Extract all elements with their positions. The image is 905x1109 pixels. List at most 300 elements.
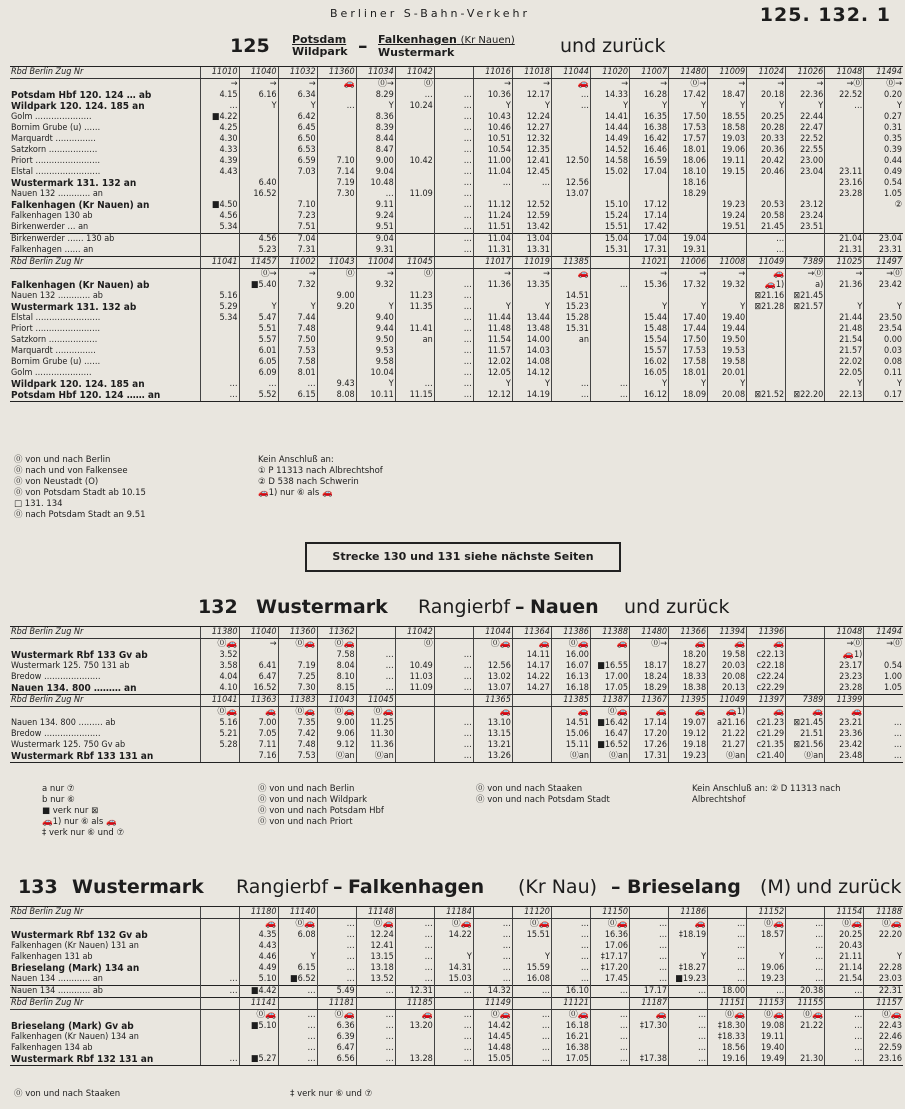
time-cell: 7.19 <box>278 661 317 672</box>
time-cell <box>200 1021 239 1032</box>
time-cell: 18.58 <box>708 123 747 134</box>
time-cell <box>239 123 278 134</box>
time-cell: 17.42 <box>669 90 708 101</box>
timetable-row <box>10 986 903 998</box>
station-name: Priort …………………… <box>11 156 101 166</box>
footnote: Kein Anschluß an: <box>258 455 334 465</box>
time-cell: 18.17 <box>630 661 669 672</box>
footnote: ⓪ von und nach Priort <box>258 817 353 827</box>
time-cell: … <box>434 145 473 156</box>
time-cell <box>512 998 551 1010</box>
station-name: Nauen 134. 800 ……… ab <box>11 718 116 728</box>
time-cell: … <box>630 963 669 974</box>
time-cell: 13.35 <box>512 280 551 291</box>
time-cell: 7.51 <box>278 222 317 234</box>
time-cell: 11024 <box>747 67 786 79</box>
time-cell: … <box>590 1054 629 1066</box>
route-origin-suffix: Rangierbf <box>236 876 329 898</box>
time-cell: c22.13 <box>747 650 786 661</box>
time-cell: 13.02 <box>473 672 512 683</box>
time-cell: Y <box>356 302 395 313</box>
time-cell: 10.51 <box>473 134 512 145</box>
time-cell <box>747 178 786 189</box>
time-cell <box>317 211 356 222</box>
time-cell: 21.36 <box>825 280 864 291</box>
timetable-row <box>10 751 903 763</box>
time-cell: 18.20 <box>669 650 708 661</box>
time-cell: 🚗 <box>747 639 786 651</box>
time-cell: ⓪an <box>708 751 747 763</box>
time-cell: 4.43 <box>239 941 278 952</box>
time-cell: 22.52 <box>786 134 825 145</box>
time-cell: … <box>825 1032 864 1043</box>
time-cell: … <box>590 280 629 291</box>
time-cell: 20.08 <box>708 672 747 683</box>
time-cell: 19.24 <box>708 211 747 222</box>
time-cell: ⓪🚗 <box>356 919 395 931</box>
time-cell <box>434 79 473 91</box>
time-cell: 11387 <box>590 695 629 707</box>
time-cell: 9.44 <box>356 324 395 335</box>
timetable-row <box>10 269 903 281</box>
station-name <box>10 1010 200 1022</box>
timetable-row <box>10 324 903 335</box>
timetable-row <box>10 1021 903 1032</box>
time-cell <box>278 941 317 952</box>
time-cell: 21.54 <box>825 335 864 346</box>
time-cell: 20.46 <box>747 167 786 178</box>
time-cell: 5.52 <box>239 390 278 402</box>
time-cell: Y <box>669 379 708 390</box>
time-cell: 12.12 <box>473 390 512 402</box>
time-cell: 16.18 <box>551 1021 590 1032</box>
time-cell: 19.16 <box>708 1054 747 1066</box>
time-cell: Y <box>669 101 708 112</box>
timetable-row <box>10 211 903 222</box>
time-cell: 18.38 <box>669 683 708 695</box>
time-cell: 16.46 <box>630 145 669 156</box>
time-cell <box>551 123 590 134</box>
station-name: Rbd Berlin Zug Nr <box>10 695 200 707</box>
time-cell: 16.36 <box>590 930 629 941</box>
time-cell <box>395 707 434 719</box>
time-cell: … <box>356 661 395 672</box>
time-cell <box>590 368 629 379</box>
time-cell: 11366 <box>669 627 708 639</box>
time-cell: 23.31 <box>864 245 903 257</box>
time-cell: 20.33 <box>747 134 786 145</box>
time-cell: ⓪🚗 <box>317 1010 356 1022</box>
time-cell: ⓪🚗 <box>747 1010 786 1022</box>
time-cell <box>786 639 825 651</box>
time-cell: Y <box>512 101 551 112</box>
time-cell: 19.03 <box>708 134 747 145</box>
time-cell: 22.46 <box>864 1032 903 1043</box>
time-cell: … <box>317 919 356 931</box>
time-cell: 13.04 <box>512 234 551 246</box>
time-cell: ■16.52 <box>590 740 629 751</box>
time-cell: 11380 <box>200 627 239 639</box>
time-cell: an <box>551 335 590 346</box>
time-cell <box>864 222 903 234</box>
time-cell: 0.03 <box>864 346 903 357</box>
time-cell: 5.10 <box>239 974 278 986</box>
time-cell: … <box>356 189 395 200</box>
time-cell: ⊠21.52 <box>747 390 786 402</box>
time-cell: 6.39 <box>317 1032 356 1043</box>
footnote: ⓪ von und nach Staaken <box>14 1089 121 1099</box>
time-cell <box>434 707 473 719</box>
time-cell: 23.28 <box>825 683 864 695</box>
time-cell: 12.24 <box>512 112 551 123</box>
time-cell: 5.21 <box>200 729 239 740</box>
time-cell <box>551 134 590 145</box>
time-cell: … <box>473 930 512 941</box>
time-cell <box>434 998 473 1010</box>
time-cell <box>239 211 278 222</box>
train-number-row <box>10 67 903 79</box>
time-cell: ⊠22.20 <box>786 390 825 402</box>
timetable-row <box>10 952 903 963</box>
time-cell: 11040 <box>239 627 278 639</box>
time-cell: ‡18.27 <box>669 963 708 974</box>
time-cell: 22.05 <box>825 368 864 379</box>
time-cell: … <box>278 1021 317 1032</box>
route-destination: Brieselang <box>627 876 741 898</box>
time-cell: 8.39 <box>356 123 395 134</box>
time-cell: 🚗 <box>630 1010 669 1022</box>
time-cell <box>200 357 239 368</box>
notes-132-a <box>42 784 124 839</box>
time-cell: … <box>512 1043 551 1054</box>
route-suffix: und zurück <box>624 596 730 618</box>
time-cell: 19.11 <box>747 1032 786 1043</box>
time-cell <box>786 234 825 246</box>
time-cell: 21.54 <box>825 974 864 986</box>
time-cell: 16.47 <box>590 729 629 740</box>
time-cell <box>551 346 590 357</box>
footnote: ⓪ nach und von Falkensee <box>14 466 128 476</box>
time-cell: … <box>551 90 590 101</box>
time-cell: ⓪ <box>395 269 434 281</box>
time-cell: 15.36 <box>630 280 669 291</box>
time-cell: 17.42 <box>630 222 669 234</box>
station-name: Golm ………………… <box>11 112 92 122</box>
time-cell: ‡17.38 <box>630 1054 669 1066</box>
time-cell <box>786 1032 825 1043</box>
time-cell <box>551 234 590 246</box>
time-cell: →⓪ <box>825 639 864 651</box>
route-number: 133 <box>18 876 58 898</box>
time-cell: 11148 <box>356 907 395 919</box>
time-cell: 0.00 <box>864 335 903 346</box>
time-cell: ⊠21.28 <box>747 302 786 313</box>
time-cell <box>278 178 317 189</box>
time-cell: … <box>786 963 825 974</box>
time-cell <box>708 189 747 200</box>
time-cell: 3.52 <box>200 650 239 661</box>
time-cell: 19.23 <box>747 974 786 986</box>
time-cell: ⓪🚗 <box>200 639 239 651</box>
destination-bottom: Wustermark <box>378 46 455 59</box>
station-name: Wustermark Rbf 132 Gv ab <box>11 930 148 941</box>
time-cell: 13.07 <box>473 683 512 695</box>
time-cell <box>864 211 903 222</box>
time-cell: Y <box>708 101 747 112</box>
time-cell: ⓪🚗 <box>278 919 317 931</box>
route-dash: – <box>515 596 525 618</box>
time-cell <box>786 335 825 346</box>
time-cell: … <box>395 379 434 390</box>
station-name: Bredow ………………… <box>11 672 101 682</box>
time-cell: 17.53 <box>669 346 708 357</box>
time-cell: 14.49 <box>590 134 629 145</box>
time-cell: 11149 <box>473 998 512 1010</box>
station-name: Birkenwerder …… 130 ab <box>10 234 200 246</box>
time-cell: 19.40 <box>747 1043 786 1054</box>
time-cell: 11017 <box>473 257 512 269</box>
route-origin <box>292 34 348 58</box>
time-cell: … <box>786 919 825 931</box>
time-cell: 17.57 <box>669 134 708 145</box>
time-cell: … <box>590 390 629 402</box>
time-cell: 11041 <box>200 257 239 269</box>
time-cell <box>356 627 395 639</box>
time-cell: … <box>551 101 590 112</box>
time-cell <box>825 156 864 167</box>
time-cell: … <box>786 941 825 952</box>
time-cell: 19.08 <box>747 1021 786 1032</box>
time-cell: 16.42 <box>630 134 669 145</box>
time-cell: … <box>434 986 473 998</box>
time-cell: 19.11 <box>708 156 747 167</box>
time-cell: … <box>473 974 512 986</box>
station-name: Wildpark 120. 124. 185 an <box>11 101 145 112</box>
time-cell <box>200 952 239 963</box>
time-cell: 13.31 <box>512 245 551 257</box>
time-cell: … <box>434 234 473 246</box>
time-cell: 11048 <box>825 627 864 639</box>
time-cell: 7.10 <box>317 156 356 167</box>
route-number: 132 <box>198 596 238 618</box>
time-cell: ⊠21.57 <box>786 302 825 313</box>
time-cell: 11.36 <box>356 740 395 751</box>
time-cell: 23.12 <box>786 200 825 211</box>
time-cell <box>434 67 473 79</box>
time-cell: … <box>395 930 434 941</box>
timetable-133 <box>10 906 903 1066</box>
time-cell: ② <box>864 200 903 211</box>
time-cell: Y <box>239 302 278 313</box>
time-cell: 11049 <box>747 257 786 269</box>
time-cell: 18.24 <box>630 672 669 683</box>
time-cell: Y <box>630 379 669 390</box>
time-cell: 11367 <box>630 695 669 707</box>
timetable-row <box>10 718 903 729</box>
time-cell: 11007 <box>630 67 669 79</box>
time-cell: Y <box>473 302 512 313</box>
time-cell: … <box>356 986 395 998</box>
station-name: Brieselang (Mark) 134 an <box>11 963 140 974</box>
time-cell: 14.48 <box>473 1043 512 1054</box>
time-cell: … <box>200 390 239 402</box>
time-cell <box>395 729 434 740</box>
time-cell: 9.40 <box>356 313 395 324</box>
time-cell: Y <box>434 952 473 963</box>
time-cell: 12.05 <box>473 368 512 379</box>
time-cell: 11018 <box>512 67 551 79</box>
time-cell: … <box>864 740 903 751</box>
time-cell <box>590 313 629 324</box>
time-cell: 9.04 <box>356 167 395 178</box>
time-cell <box>786 379 825 390</box>
time-cell: 9.12 <box>317 740 356 751</box>
time-cell: 0.44 <box>864 156 903 167</box>
time-cell: 1.05 <box>864 189 903 200</box>
time-cell: Y <box>473 379 512 390</box>
timetable-row <box>10 1043 903 1054</box>
time-cell: Y <box>747 952 786 963</box>
time-cell: Y <box>864 379 903 390</box>
time-cell: … <box>825 1010 864 1022</box>
time-cell: Y <box>512 379 551 390</box>
time-cell: 11187 <box>630 998 669 1010</box>
time-cell <box>825 112 864 123</box>
time-cell: Y <box>630 101 669 112</box>
time-cell <box>825 134 864 145</box>
time-cell: … <box>512 986 551 998</box>
time-cell: … <box>200 986 239 998</box>
footnote: ⓪ nach Potsdam Stadt an 9.51 <box>14 510 146 520</box>
timetable-row <box>10 79 903 91</box>
time-cell: 11397 <box>747 695 786 707</box>
time-cell: 20.25 <box>747 112 786 123</box>
time-cell: … <box>864 729 903 740</box>
time-cell: ⓪🚗 <box>551 639 590 651</box>
time-cell: 7.58 <box>317 650 356 661</box>
timetable-row <box>10 346 903 357</box>
time-cell <box>239 112 278 123</box>
time-cell: 11042 <box>395 67 434 79</box>
time-cell: … <box>825 1021 864 1032</box>
time-cell <box>200 1010 239 1022</box>
time-cell: 🚗 <box>669 639 708 651</box>
station-name: Bornim Grube (u) …… <box>11 123 101 133</box>
timetable-row <box>10 313 903 324</box>
time-cell: 11388 <box>590 627 629 639</box>
time-cell: → <box>512 269 551 281</box>
time-cell <box>395 112 434 123</box>
time-cell: ■16.42 <box>590 718 629 729</box>
time-cell: 19.07 <box>669 718 708 729</box>
time-cell: Y <box>669 952 708 963</box>
time-cell: 14.08 <box>512 357 551 368</box>
station-name: Falkenhagen (Kr Nauen) an <box>11 200 150 211</box>
time-cell: ■5.10 <box>239 1021 278 1032</box>
time-cell: 21.45 <box>747 222 786 234</box>
time-cell: 7.00 <box>239 718 278 729</box>
time-cell: 22.55 <box>786 145 825 156</box>
time-cell: 11395 <box>669 695 708 707</box>
time-cell: 17.58 <box>669 357 708 368</box>
time-cell: 15.03 <box>434 974 473 986</box>
time-cell <box>200 335 239 346</box>
time-cell: 21.51 <box>786 729 825 740</box>
time-cell: ⓪ <box>317 269 356 281</box>
time-cell: … <box>434 324 473 335</box>
reference-box: Strecke 130 und 131 siehe nächste Seiten <box>305 542 621 572</box>
station-name: Priort …………………… <box>11 324 101 334</box>
time-cell <box>786 313 825 324</box>
time-cell <box>395 313 434 324</box>
time-cell <box>317 346 356 357</box>
notes-132-d <box>692 784 840 806</box>
time-cell: 11021 <box>630 257 669 269</box>
time-cell: 4.35 <box>239 930 278 941</box>
time-cell: 13.42 <box>512 222 551 234</box>
time-cell: 18.47 <box>708 90 747 101</box>
time-cell: 18.16 <box>669 178 708 189</box>
time-cell: 6.15 <box>278 963 317 974</box>
time-cell: 4.39 <box>200 156 239 167</box>
station-name: Rbd Berlin Zug Nr <box>10 998 200 1010</box>
timetable-row <box>10 639 903 651</box>
time-cell <box>395 357 434 368</box>
time-cell: 3.58 <box>200 661 239 672</box>
time-cell: 5.57 <box>239 335 278 346</box>
time-cell <box>708 291 747 302</box>
time-cell: 16.38 <box>551 1043 590 1054</box>
time-cell: 6.53 <box>278 145 317 156</box>
time-cell <box>825 211 864 222</box>
time-cell: 17.40 <box>669 313 708 324</box>
time-cell: ⓪🚗 <box>317 707 356 719</box>
timetable-row <box>10 1032 903 1043</box>
time-cell <box>590 189 629 200</box>
time-cell <box>200 941 239 952</box>
time-cell: 7.53 <box>278 346 317 357</box>
time-cell: … <box>747 986 786 998</box>
time-cell: … <box>434 280 473 291</box>
time-cell: ⓪🚗 <box>864 1010 903 1022</box>
time-cell: … <box>356 1032 395 1043</box>
time-cell: 7.11 <box>239 740 278 751</box>
time-cell: 🚗 <box>747 707 786 719</box>
time-cell: … <box>551 963 590 974</box>
time-cell: 8.01 <box>278 368 317 379</box>
time-cell: … <box>825 986 864 998</box>
time-cell <box>630 1043 669 1054</box>
time-cell: 12.56 <box>473 661 512 672</box>
time-cell: 12.50 <box>551 156 590 167</box>
time-cell: 11.48 <box>473 324 512 335</box>
time-cell: 4.56 <box>239 234 278 246</box>
time-cell: 20.08 <box>708 390 747 402</box>
time-cell <box>473 907 512 919</box>
time-cell <box>200 269 239 281</box>
time-cell: 23.00 <box>786 156 825 167</box>
timetable-row <box>10 291 903 302</box>
station-name: Nauen 132 ………… an <box>11 189 103 199</box>
time-cell: 7.30 <box>317 189 356 200</box>
time-cell: … <box>590 1021 629 1032</box>
footnote: ① P 11313 nach Albrechtshof <box>258 466 383 476</box>
time-cell: 0.27 <box>864 112 903 123</box>
time-cell: 11.15 <box>395 390 434 402</box>
time-cell: … <box>278 986 317 998</box>
time-cell: ⓪🚗 <box>708 1010 747 1022</box>
time-cell: → <box>473 269 512 281</box>
